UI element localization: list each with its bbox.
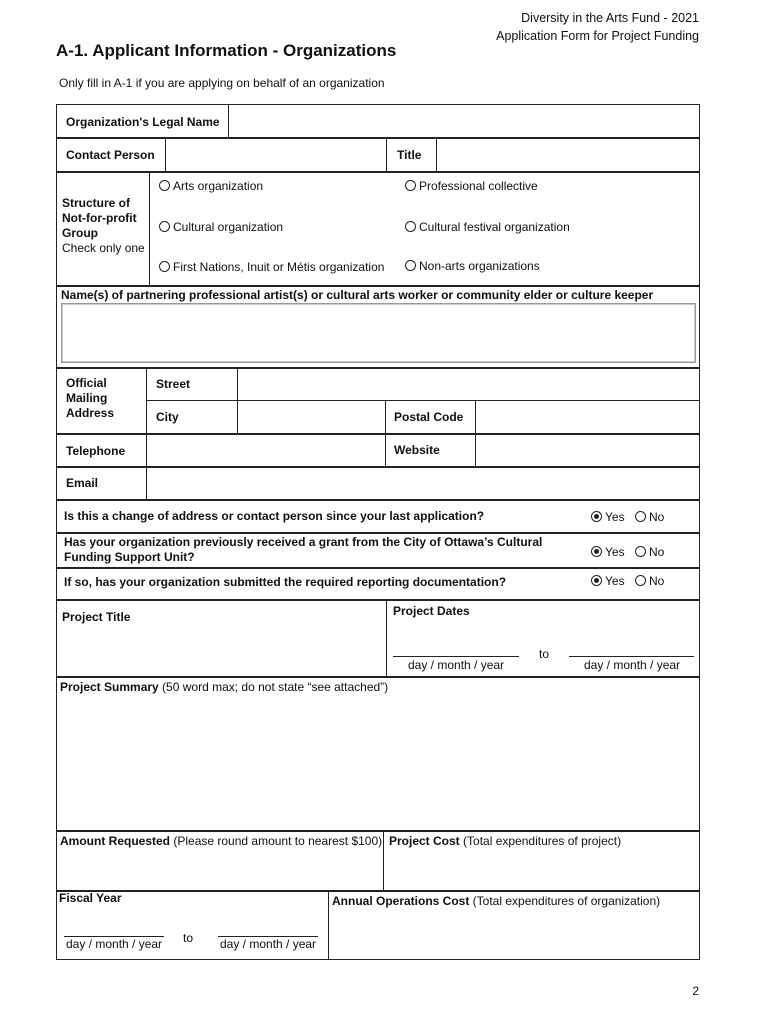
- postal-code-label: Postal Code: [394, 410, 464, 424]
- structure-option-fnim-organization[interactable]: First Nations, Inuit or Métis organization: [159, 260, 384, 275]
- amount-requested-label: Amount Requested (Please round amount to nearest $100): [60, 834, 383, 848]
- telephone-label: Telephone: [66, 444, 126, 458]
- structure-option-cultural-festival[interactable]: Cultural festival organization: [405, 220, 570, 235]
- divider: [328, 891, 329, 960]
- divider: [386, 600, 387, 677]
- org-legal-name-label: Organization's Legal Name: [66, 115, 220, 129]
- page-number: 2: [692, 984, 699, 998]
- reporting-yes-radio[interactable]: Yes: [591, 574, 625, 589]
- structure-option-arts-organization[interactable]: Arts organization: [159, 179, 263, 194]
- structure-option-professional-collective[interactable]: Professional collective: [405, 179, 538, 194]
- radio-icon: [405, 221, 416, 232]
- radio-selected-icon: [591, 546, 602, 557]
- section-note: Only fill in A-1 if you are applying on behalf of an organization: [59, 76, 385, 90]
- fiscal-year-label: Fiscal Year: [59, 891, 122, 905]
- partners-label: Name(s) of partnering professional artist(s) or cultural arts worker or community elder or culture keeper: [61, 288, 654, 302]
- divider: [146, 400, 700, 401]
- email-label: Email: [66, 476, 99, 490]
- divider: [149, 172, 150, 286]
- project-dates-label: Project Dates: [393, 604, 470, 618]
- radio-icon: [159, 221, 170, 232]
- divider: [385, 434, 386, 467]
- website-field[interactable]: [477, 436, 698, 465]
- project-summary-field[interactable]: [58, 698, 698, 829]
- change-no-radio[interactable]: No: [635, 510, 664, 525]
- city-label: City: [156, 410, 179, 424]
- structure-label: Structure of Not-for-profit Group Check only one: [62, 196, 145, 255]
- reporting-no-radio[interactable]: No: [635, 574, 664, 589]
- divider: [146, 434, 147, 467]
- divider: [436, 138, 437, 172]
- email-field[interactable]: [148, 469, 698, 498]
- annual-operations-field[interactable]: [330, 912, 698, 958]
- radio-icon: [635, 511, 646, 522]
- mailing-address-label: Official Mailing Address: [66, 376, 115, 420]
- radio-selected-icon: [591, 575, 602, 586]
- divider: [385, 400, 386, 434]
- fiscal-end-hint: day / month / year: [220, 937, 317, 951]
- project-cost-field[interactable]: [385, 851, 698, 889]
- partners-textarea[interactable]: [61, 303, 696, 363]
- telephone-field[interactable]: [148, 436, 384, 465]
- structure-option-non-arts[interactable]: Non-arts organizations: [405, 259, 540, 274]
- divider: [165, 138, 166, 172]
- project-cost-label: Project Cost (Total expenditures of project): [389, 834, 622, 848]
- divider: [383, 831, 384, 891]
- radio-selected-icon: [591, 511, 602, 522]
- contact-person-field[interactable]: [167, 140, 385, 170]
- project-start-date-field[interactable]: [393, 656, 519, 657]
- radio-icon: [405, 180, 416, 191]
- divider: [146, 368, 147, 434]
- form-header: [496, 9, 699, 45]
- fiscal-start-hint: day / month / year: [66, 937, 163, 951]
- header-form-name: Application Form for Project Funding: [496, 29, 699, 43]
- project-end-date-field[interactable]: [569, 656, 694, 657]
- change-yes-radio[interactable]: Yes: [591, 510, 625, 525]
- website-label: Website: [394, 443, 440, 457]
- divider: [475, 434, 476, 467]
- end-date-hint: day / month / year: [584, 658, 681, 672]
- question-previous-grant: Has your organization previously received a grant from the City of Ottawa’s Cultural Funding Support Unit?: [64, 535, 543, 564]
- divider: [386, 138, 387, 172]
- title-label: Title: [397, 148, 422, 162]
- radio-icon: [159, 261, 170, 272]
- divider: [237, 368, 238, 434]
- question-change-address: Is this a change of address or contact person since your last application?: [64, 509, 485, 523]
- fiscal-to-label: to: [183, 931, 194, 945]
- city-field[interactable]: [239, 402, 384, 432]
- amount-requested-field[interactable]: [58, 851, 381, 889]
- radio-icon: [635, 575, 646, 586]
- org-legal-name-field[interactable]: [230, 106, 698, 136]
- project-summary-label: Project Summary (50 word max; do not state “see attached”): [60, 680, 389, 694]
- start-date-hint: day / month / year: [408, 658, 505, 672]
- radio-icon: [159, 180, 170, 191]
- divider: [228, 104, 229, 138]
- annual-operations-label: Annual Operations Cost (Total expenditures of organization): [332, 894, 661, 908]
- title-field[interactable]: [438, 140, 698, 170]
- page-title: A-1. Applicant Information - Organizations: [56, 41, 397, 60]
- street-label: Street: [156, 377, 191, 391]
- contact-person-label: Contact Person: [66, 148, 155, 162]
- grant-no-radio[interactable]: No: [635, 545, 664, 560]
- project-title-field[interactable]: [58, 626, 384, 675]
- structure-option-cultural-organization[interactable]: Cultural organization: [159, 220, 283, 235]
- question-reporting-docs: If so, has your organization submitted the required reporting documentation?: [64, 575, 507, 589]
- postal-code-field[interactable]: [477, 402, 698, 432]
- radio-icon: [405, 260, 416, 271]
- grant-yes-radio[interactable]: Yes: [591, 545, 625, 560]
- radio-icon: [635, 546, 646, 557]
- header-fund-name: Diversity in the Arts Fund - 2021: [521, 11, 699, 25]
- street-field[interactable]: [239, 370, 698, 399]
- divider: [475, 400, 476, 434]
- divider: [146, 467, 147, 500]
- date-to-label: to: [539, 647, 550, 661]
- project-title-label: Project Title: [62, 610, 131, 624]
